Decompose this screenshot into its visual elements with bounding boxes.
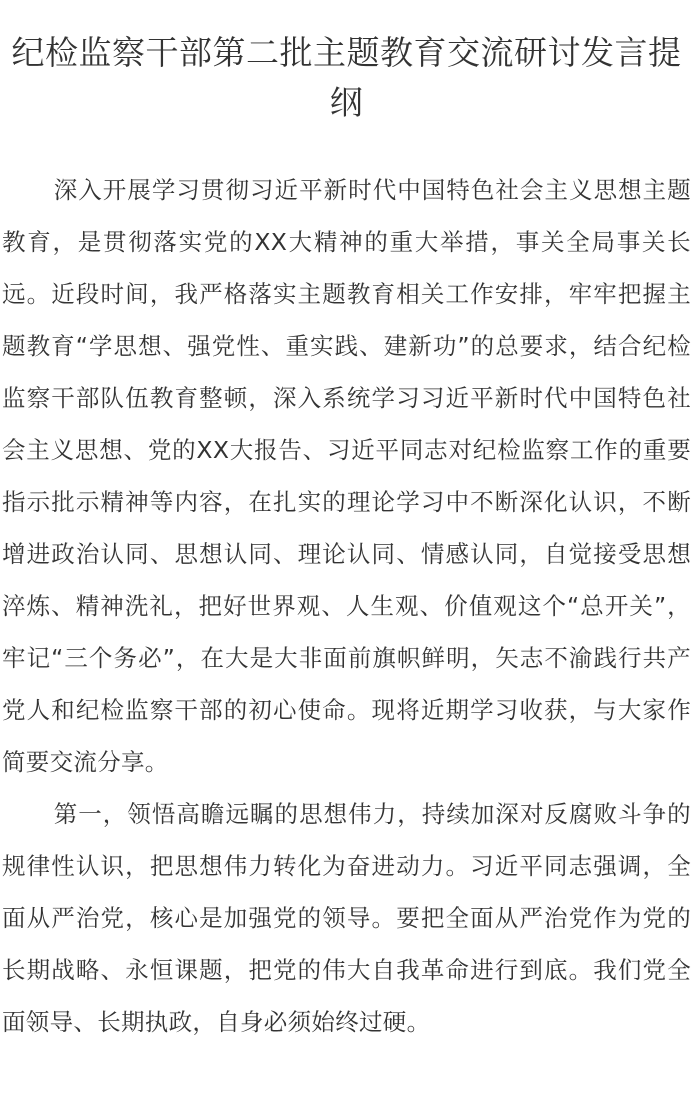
paragraph-first-point: 第一，领悟高瞻远瞩的思想伟力，持续加深对反腐败斗争的规律性认识，把思想伟力转化为奋进动力。习近平同志强调，全面从严治党，核心是加强党的领导。要把全面从严治党作为党的长期战略、永恒课题，把党的伟大自我革命进行到底。我们党全面领导、长期执政，自身必须始终过硬。 (2, 800, 691, 1036)
document-body (2, 164, 691, 1048)
document-title: 纪检监察干部第二批主题教育交流研讨发言提纲 (11, 33, 682, 122)
paragraph-intro: 深入开展学习贯彻习近平新时代中国特色社会主义思想主题教育，是贯彻落实党的XX大精神的重大举措，事关全局事关长远。近段时间，我严格落实主题教育相关工作安排，牢牢把握主题教育“学思想、强党性、重实践、建新功”的总要求，结合纪检监察干部队伍教育整顿，深入系统学习习近平新时代中国特色社会主义思想、党的XX大报告、习近平同志对纪检监察工作的重要指示批示精神等内容，在扎实的理论学习中不断深化认识，不断增进政治认同、思想认同、理论认同、情感认同，自觉接受思想淬炼、精神洗礼，把好世界观、人生观、价值观这个“总开关”，牢记“三个务必”，在大是大非面前旗帜鲜明，矢志不渝践行共产党人和纪检监察干部的初心使命。现将近期学习收获，与大家作简要交流分享。 (2, 176, 691, 776)
